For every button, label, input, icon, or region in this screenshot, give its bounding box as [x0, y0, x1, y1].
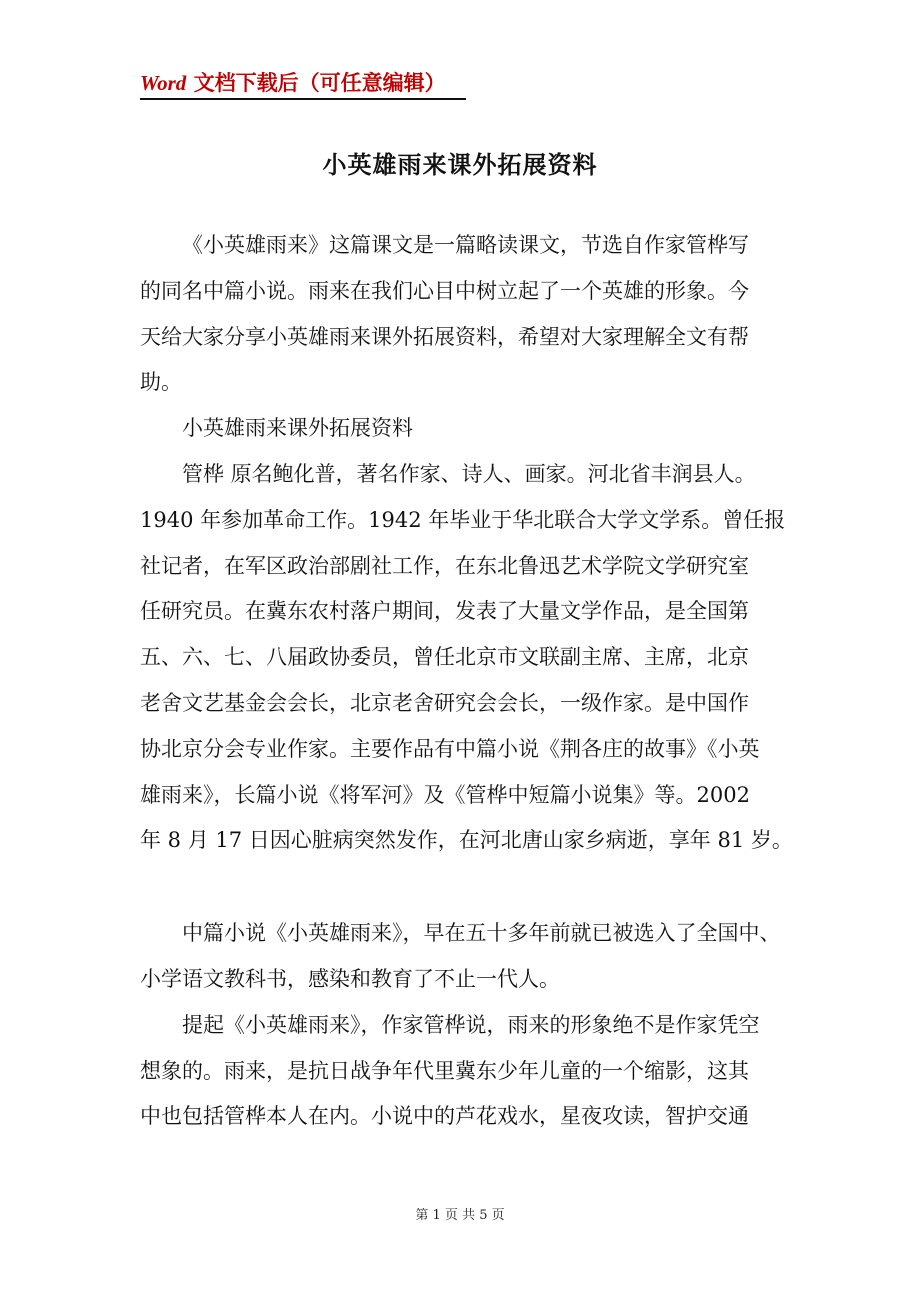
- document-title: 小英雄雨来课外拓展资料: [322, 150, 598, 179]
- paragraph-line: 年 8 月 17 日因心脏病突然发作，在河北唐山家乡病逝，享年 81 岁。: [140, 828, 793, 853]
- paragraph-line: 中篇小说《小英雄雨来》，早在五十多年前就已被选入了全国中、: [182, 921, 781, 946]
- paragraph-line: 的同名中篇小说。雨来在我们心目中树立起了一个英雄的形象。今: [140, 278, 749, 303]
- paragraph-line: 1940 年参加革命工作。1942 年毕业于华北联合大学文学系。曾任报: [140, 507, 786, 532]
- download-header: [140, 68, 446, 98]
- paragraph-line: 天给大家分享小英雄雨来课外拓展资料，希望对大家理解全文有帮: [140, 324, 749, 349]
- paragraph-line: 提起《小英雄雨来》，作家管桦说，雨来的形象绝不是作家凭空: [182, 1012, 760, 1037]
- page-footer: 第 1 页 共 5 页: [415, 1208, 505, 1223]
- paragraph-line: 雄雨来》，长篇小说《将军河》及《管桦中短篇小说集》等。2002: [140, 782, 750, 807]
- paragraph-line: 任研究员。在冀东农村落户期间，发表了大量文学作品，是全国第: [140, 599, 749, 624]
- paragraph-line: 老舍文艺基金会会长，北京老舍研究会会长，一级作家。是中国作: [140, 690, 749, 715]
- paragraph-line: 五、六、七、八届政协委员，曾任北京市文联副主席、主席，北京: [140, 645, 749, 670]
- header-brand: Word: [140, 71, 187, 95]
- paragraph-line: 中也包括管桦本人在内。小说中的芦花戏水，星夜攻读，智护交通: [140, 1104, 749, 1129]
- paragraph-line: 管桦 原名鲍化普，著名作家、诗人、画家。河北省丰润县人。: [182, 461, 756, 486]
- paragraph-line: 协北京分会专业作家。主要作品有中篇小说《荆各庄的故事》《小英: [140, 736, 760, 761]
- blank-line: [140, 869, 800, 916]
- header-text: 文档下载后（可任意编辑）: [186, 70, 446, 95]
- paragraph-line: 小学语文教科书，感染和教育了不止一代人。: [140, 966, 560, 991]
- paragraph-line: 想象的。雨来，是抗日战争年代里冀东少年儿童的一个缩影，这其: [140, 1058, 749, 1083]
- paragraph-line: 《小英雄雨来》这篇课文是一篇略读课文，节选自作家管桦写: [182, 233, 749, 257]
- header-underline: [140, 98, 466, 100]
- section-heading: 小英雄雨来课外拓展资料: [182, 416, 413, 441]
- paragraph-line: 助。: [140, 370, 182, 395]
- document-body: [140, 228, 800, 1145]
- paragraph-line: 社记者，在军区政治部剧社工作，在东北鲁迅艺术学院文学研究室: [140, 553, 749, 578]
